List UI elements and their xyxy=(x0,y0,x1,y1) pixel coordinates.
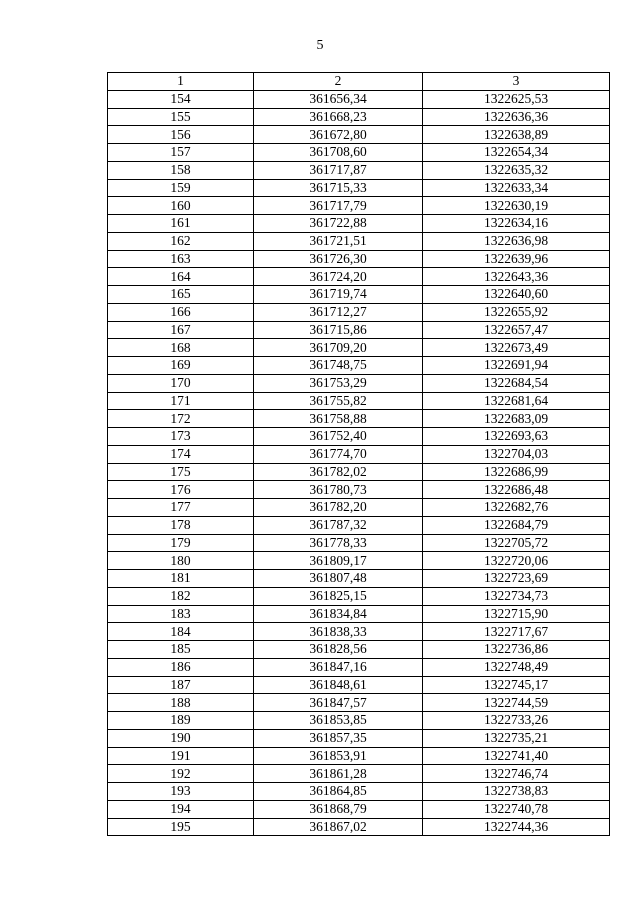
y-coordinate-cell: 1322705,72 xyxy=(423,534,610,552)
x-coordinate-cell: 361838,33 xyxy=(254,623,423,641)
table-row xyxy=(108,800,610,818)
table-row xyxy=(108,428,610,446)
y-coordinate-cell: 1322684,79 xyxy=(423,516,610,534)
y-coordinate-cell: 1322686,48 xyxy=(423,481,610,499)
x-coordinate-cell: 361848,61 xyxy=(254,676,423,694)
y-coordinate-cell: 1322744,36 xyxy=(423,818,610,836)
x-coordinate-cell: 361715,33 xyxy=(254,179,423,197)
table-row xyxy=(108,481,610,499)
point-number-cell: 187 xyxy=(108,676,254,694)
header-cell-3: 3 xyxy=(423,73,610,91)
y-coordinate-cell: 1322683,09 xyxy=(423,410,610,428)
x-coordinate-cell: 361668,23 xyxy=(254,108,423,126)
point-number-cell: 165 xyxy=(108,286,254,304)
y-coordinate-cell: 1322655,92 xyxy=(423,303,610,321)
point-number-cell: 168 xyxy=(108,339,254,357)
point-number-cell: 155 xyxy=(108,108,254,126)
point-number-cell: 191 xyxy=(108,747,254,765)
table-row xyxy=(108,729,610,747)
y-coordinate-cell: 1322741,40 xyxy=(423,747,610,765)
x-coordinate-cell: 361672,80 xyxy=(254,126,423,144)
point-number-cell: 171 xyxy=(108,392,254,410)
x-coordinate-cell: 361867,02 xyxy=(254,818,423,836)
table-row xyxy=(108,587,610,605)
x-coordinate-cell: 361708,60 xyxy=(254,144,423,162)
table-row xyxy=(108,126,610,144)
x-coordinate-cell: 361717,79 xyxy=(254,197,423,215)
table-row xyxy=(108,215,610,233)
x-coordinate-cell: 361825,15 xyxy=(254,587,423,605)
table-row xyxy=(108,90,610,108)
y-coordinate-cell: 1322704,03 xyxy=(423,445,610,463)
table-row xyxy=(108,286,610,304)
point-number-cell: 166 xyxy=(108,303,254,321)
x-coordinate-cell: 361774,70 xyxy=(254,445,423,463)
y-coordinate-cell: 1322686,99 xyxy=(423,463,610,481)
point-number-cell: 167 xyxy=(108,321,254,339)
y-coordinate-cell: 1322657,47 xyxy=(423,321,610,339)
header-cell-1: 1 xyxy=(108,73,254,91)
y-coordinate-cell: 1322748,49 xyxy=(423,658,610,676)
point-number-cell: 160 xyxy=(108,197,254,215)
y-coordinate-cell: 1322673,49 xyxy=(423,339,610,357)
point-number-cell: 189 xyxy=(108,712,254,730)
point-number-cell: 169 xyxy=(108,357,254,375)
x-coordinate-cell: 361868,79 xyxy=(254,800,423,818)
y-coordinate-cell: 1322745,17 xyxy=(423,676,610,694)
y-coordinate-cell: 1322738,83 xyxy=(423,783,610,801)
x-coordinate-cell: 361861,28 xyxy=(254,765,423,783)
point-number-cell: 158 xyxy=(108,161,254,179)
table-row xyxy=(108,623,610,641)
y-coordinate-cell: 1322639,96 xyxy=(423,250,610,268)
point-number-cell: 185 xyxy=(108,641,254,659)
x-coordinate-cell: 361847,57 xyxy=(254,694,423,712)
y-coordinate-cell: 1322654,34 xyxy=(423,144,610,162)
x-coordinate-cell: 361807,48 xyxy=(254,570,423,588)
point-number-cell: 164 xyxy=(108,268,254,286)
x-coordinate-cell: 361722,88 xyxy=(254,215,423,233)
table-row xyxy=(108,303,610,321)
x-coordinate-cell: 361721,51 xyxy=(254,232,423,250)
point-number-cell: 194 xyxy=(108,800,254,818)
table-row xyxy=(108,321,610,339)
y-coordinate-cell: 1322720,06 xyxy=(423,552,610,570)
point-number-cell: 180 xyxy=(108,552,254,570)
x-coordinate-cell: 361782,20 xyxy=(254,499,423,517)
point-number-cell: 190 xyxy=(108,729,254,747)
point-number-cell: 162 xyxy=(108,232,254,250)
y-coordinate-cell: 1322636,98 xyxy=(423,232,610,250)
x-coordinate-cell: 361752,40 xyxy=(254,428,423,446)
table-row xyxy=(108,818,610,836)
point-number-cell: 188 xyxy=(108,694,254,712)
y-coordinate-cell: 1322746,74 xyxy=(423,765,610,783)
y-coordinate-cell: 1322717,67 xyxy=(423,623,610,641)
y-coordinate-cell: 1322740,78 xyxy=(423,800,610,818)
x-coordinate-cell: 361726,30 xyxy=(254,250,423,268)
point-number-cell: 177 xyxy=(108,499,254,517)
y-coordinate-cell: 1322638,89 xyxy=(423,126,610,144)
y-coordinate-cell: 1322633,34 xyxy=(423,179,610,197)
y-coordinate-cell: 1322691,94 xyxy=(423,357,610,375)
table-row xyxy=(108,641,610,659)
point-number-cell: 172 xyxy=(108,410,254,428)
table-row xyxy=(108,179,610,197)
y-coordinate-cell: 1322682,76 xyxy=(423,499,610,517)
table-row xyxy=(108,357,610,375)
table-row xyxy=(108,197,610,215)
x-coordinate-cell: 361864,85 xyxy=(254,783,423,801)
x-coordinate-cell: 361712,27 xyxy=(254,303,423,321)
y-coordinate-cell: 1322734,73 xyxy=(423,587,610,605)
point-number-cell: 193 xyxy=(108,783,254,801)
table-row xyxy=(108,570,610,588)
x-coordinate-cell: 361656,34 xyxy=(254,90,423,108)
x-coordinate-cell: 361755,82 xyxy=(254,392,423,410)
coordinates-table xyxy=(107,72,610,836)
y-coordinate-cell: 1322640,60 xyxy=(423,286,610,304)
y-coordinate-cell: 1322715,90 xyxy=(423,605,610,623)
y-coordinate-cell: 1322630,19 xyxy=(423,197,610,215)
x-coordinate-cell: 361778,33 xyxy=(254,534,423,552)
point-number-cell: 157 xyxy=(108,144,254,162)
table-row xyxy=(108,268,610,286)
y-coordinate-cell: 1322693,63 xyxy=(423,428,610,446)
table-row xyxy=(108,694,610,712)
table-row xyxy=(108,144,610,162)
table-row xyxy=(108,516,610,534)
x-coordinate-cell: 361834,84 xyxy=(254,605,423,623)
x-coordinate-cell: 361753,29 xyxy=(254,374,423,392)
y-coordinate-cell: 1322681,64 xyxy=(423,392,610,410)
table-row xyxy=(108,499,610,517)
y-coordinate-cell: 1322723,69 xyxy=(423,570,610,588)
table-row xyxy=(108,552,610,570)
x-coordinate-cell: 361719,74 xyxy=(254,286,423,304)
table-row xyxy=(108,676,610,694)
point-number-cell: 163 xyxy=(108,250,254,268)
table-row xyxy=(108,250,610,268)
table-row xyxy=(108,232,610,250)
point-number-cell: 192 xyxy=(108,765,254,783)
point-number-cell: 182 xyxy=(108,587,254,605)
point-number-cell: 156 xyxy=(108,126,254,144)
point-number-cell: 174 xyxy=(108,445,254,463)
point-number-cell: 161 xyxy=(108,215,254,233)
header-cell-2: 2 xyxy=(254,73,423,91)
x-coordinate-cell: 361828,56 xyxy=(254,641,423,659)
y-coordinate-cell: 1322643,36 xyxy=(423,268,610,286)
x-coordinate-cell: 361847,16 xyxy=(254,658,423,676)
table-row xyxy=(108,783,610,801)
table-row xyxy=(108,410,610,428)
x-coordinate-cell: 361709,20 xyxy=(254,339,423,357)
x-coordinate-cell: 361758,88 xyxy=(254,410,423,428)
y-coordinate-cell: 1322636,36 xyxy=(423,108,610,126)
table-row xyxy=(108,374,610,392)
y-coordinate-cell: 1322684,54 xyxy=(423,374,610,392)
y-coordinate-cell: 1322733,26 xyxy=(423,712,610,730)
point-number-cell: 186 xyxy=(108,658,254,676)
x-coordinate-cell: 361748,75 xyxy=(254,357,423,375)
point-number-cell: 170 xyxy=(108,374,254,392)
point-number-cell: 179 xyxy=(108,534,254,552)
page-number: 5 xyxy=(316,38,324,53)
point-number-cell: 173 xyxy=(108,428,254,446)
point-number-cell: 181 xyxy=(108,570,254,588)
table-row xyxy=(108,658,610,676)
table-row xyxy=(108,161,610,179)
table-row xyxy=(108,605,610,623)
y-coordinate-cell: 1322634,16 xyxy=(423,215,610,233)
point-number-cell: 154 xyxy=(108,90,254,108)
point-number-cell: 195 xyxy=(108,818,254,836)
y-coordinate-cell: 1322735,21 xyxy=(423,729,610,747)
y-coordinate-cell: 1322625,53 xyxy=(423,90,610,108)
point-number-cell: 184 xyxy=(108,623,254,641)
point-number-cell: 178 xyxy=(108,516,254,534)
table-row xyxy=(108,747,610,765)
table-header xyxy=(108,73,610,91)
table-row xyxy=(108,445,610,463)
x-coordinate-cell: 361782,02 xyxy=(254,463,423,481)
table-body xyxy=(108,90,610,836)
point-number-cell: 159 xyxy=(108,179,254,197)
table-row xyxy=(108,339,610,357)
y-coordinate-cell: 1322736,86 xyxy=(423,641,610,659)
x-coordinate-cell: 361780,73 xyxy=(254,481,423,499)
x-coordinate-cell: 361724,20 xyxy=(254,268,423,286)
x-coordinate-cell: 361717,87 xyxy=(254,161,423,179)
point-number-cell: 183 xyxy=(108,605,254,623)
x-coordinate-cell: 361853,91 xyxy=(254,747,423,765)
x-coordinate-cell: 361857,35 xyxy=(254,729,423,747)
y-coordinate-cell: 1322635,32 xyxy=(423,161,610,179)
table-row xyxy=(108,534,610,552)
table-row xyxy=(108,765,610,783)
table-row xyxy=(108,108,610,126)
y-coordinate-cell: 1322744,59 xyxy=(423,694,610,712)
table-row xyxy=(108,712,610,730)
point-number-cell: 176 xyxy=(108,481,254,499)
table-row xyxy=(108,463,610,481)
x-coordinate-cell: 361715,86 xyxy=(254,321,423,339)
header-row xyxy=(108,73,610,91)
x-coordinate-cell: 361809,17 xyxy=(254,552,423,570)
point-number-cell: 175 xyxy=(108,463,254,481)
x-coordinate-cell: 361853,85 xyxy=(254,712,423,730)
table-row xyxy=(108,392,610,410)
x-coordinate-cell: 361787,32 xyxy=(254,516,423,534)
